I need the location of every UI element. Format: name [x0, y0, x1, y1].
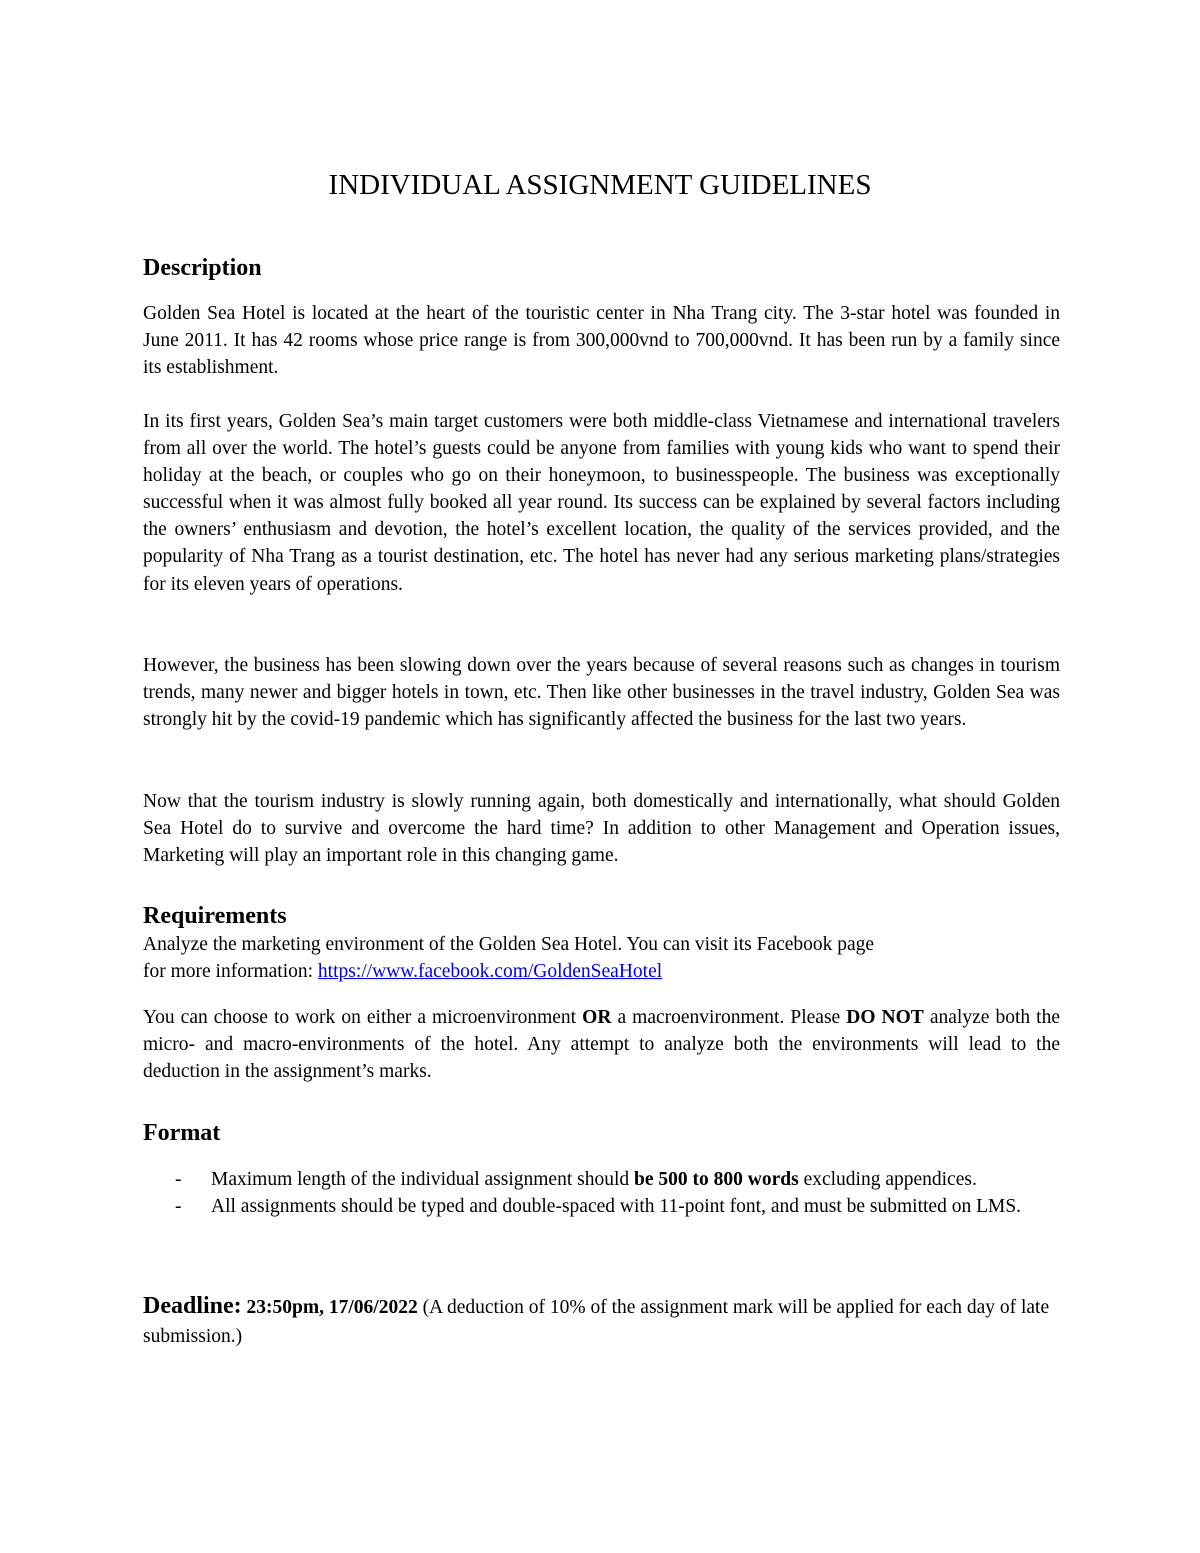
description-paragraph-4: Now that the tourism industry is slowly running again, both domestically and internationally, what should Golden Sea Hotel do to survive and overcome the hard time? In addition to other Management and Operation issues, Marketing will play an important role in this changing game.	[143, 791, 1060, 867]
description-paragraph-3: However, the business has been slowing down over the years because of several reasons such as changes in tourism trends, many newer and bigger hotels in town, etc. Then like other businesses in the travel industry, Golden Sea was strongly hit by the covid-19 pandemic which has significantly affected the business for the last two years.	[143, 655, 1060, 731]
format-item-1-text-c: excluding appendices.	[798, 1169, 977, 1190]
facebook-page-link[interactable]: https://www.facebook.com/GoldenSeaHotel	[317, 961, 663, 983]
requirements-do-not-emphasis: DO NOT	[846, 1007, 924, 1028]
requirements-text-b: a macroenvironment. Please	[611, 1007, 847, 1028]
deadline-paragraph	[143, 1292, 1060, 1351]
deadline-label: Deadline:	[143, 1293, 242, 1319]
dash-bullet: -	[175, 1169, 182, 1190]
requirements-heading: Requirements	[143, 903, 287, 929]
requirements-paragraph-2	[143, 1004, 1060, 1085]
format-list-item	[143, 1193, 1060, 1220]
requirements-line-2-prefix: for more information:	[143, 961, 318, 983]
deadline-note: (A deduction of 10% of the assignment mark will be applied for each day of late submission.)	[143, 1297, 1050, 1347]
format-list-item	[143, 1166, 1060, 1193]
description-paragraph-1: Golden Sea Hotel is located at the heart of the touristic center in Nha Trang city. The 3-star hotel was founded in June 2011. It has 42 rooms whose price range is from 300,000vnd to 700,000vnd. It has been run by a family since its establishment.	[143, 303, 1060, 379]
deadline-date: 23:50pm, 17/06/2022	[246, 1297, 418, 1318]
format-heading: Format	[143, 1120, 221, 1146]
requirements-or-emphasis: OR	[582, 1007, 612, 1028]
description-paragraph-2: In its first years, Golden Sea’s main target customers were both middle-class Vietnamese and international travelers from all over the world. The hotel’s guests could be anyone from families with young kids who want to spend their holiday at the beach, or couples who go on their honeymoon, to businesspeople. The business was exceptionally successful when it was almost fully booked all year round. Its success can be explained by several factors including the owners’ enthusiasm and devotion, the hotel’s excellent location, the quality of the services provided, and the popularity of Nha Trang as a tourist destination, etc. The hotel has never had any serious marketing plans/strategies for its eleven years of operations.	[143, 411, 1060, 595]
format-item-1-word-count: be 500 to 800 words	[634, 1169, 799, 1190]
format-item-1-text-a: Maximum length of the individual assignment should	[211, 1169, 635, 1190]
requirements-line-1: Analyze the marketing environment of the Golden Sea Hotel. You can visit its Facebook page	[143, 934, 875, 955]
dash-bullet: -	[175, 1196, 182, 1218]
page-title: INDIVIDUAL ASSIGNMENT GUIDELINES	[328, 169, 872, 201]
requirements-paragraph-1	[143, 931, 1060, 985]
format-list	[143, 1166, 1060, 1220]
requirements-text-a: You can choose to work on either a microenvironment	[143, 1007, 583, 1028]
format-item-2-text: All assignments should be typed and double-spaced with 11-point font, and must be submitted on LMS.	[211, 1196, 1022, 1218]
description-heading: Description	[143, 255, 262, 281]
requirements-text-c: analyze both the micro- and macro-environments of the hotel. Any attempt to analyze both the environments will lead to the deduction in the assignment’s marks.	[143, 1007, 1061, 1083]
